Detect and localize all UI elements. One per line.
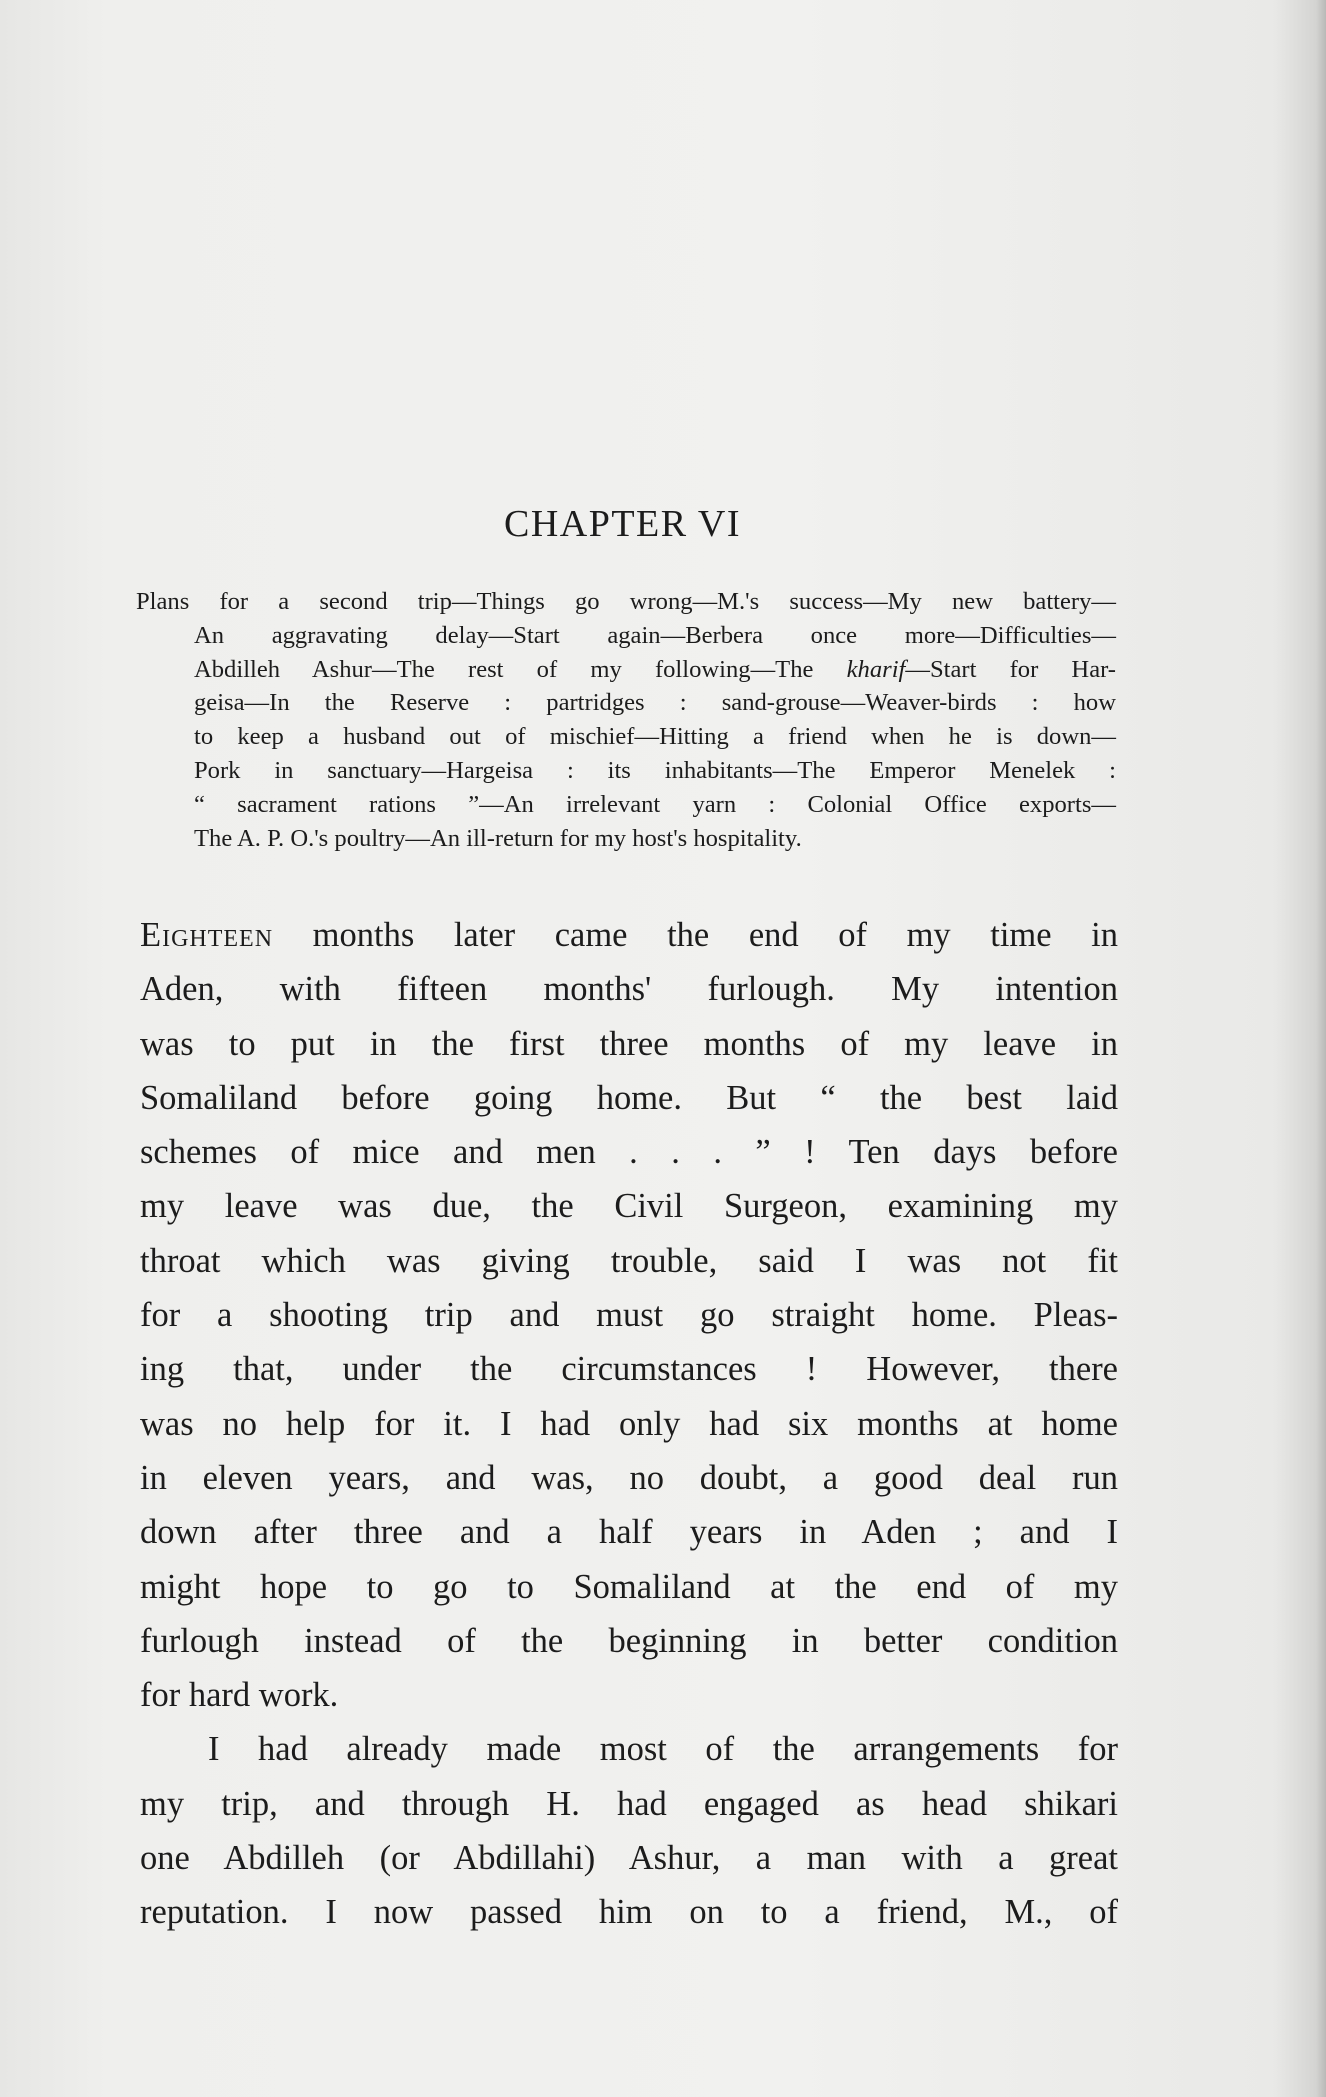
body-line: furlough instead of the beginning in better condition (140, 1621, 1118, 1660)
body-line: for a shooting trip and must go straight home. Pleas- (140, 1296, 1118, 1335)
body-line: reputation. I now passed him on to a friend, M., of (140, 1893, 1118, 1932)
summary-italic-term: kharif (846, 655, 906, 683)
summary-line: geisa—In the Reserve : partridges : sand-grouse—Weaver-birds : how (194, 689, 1116, 717)
opening-word: Eighteen (140, 916, 274, 954)
page-edge-shadow (1316, 0, 1326, 2097)
body-line: was to put in the first three months of my leave in (140, 1024, 1118, 1063)
body-line (140, 908, 1118, 962)
body-line: was no help for it. I had only had six months at home (140, 1404, 1118, 1443)
body-line: one Abdilleh (or Abdillahi) Ashur, a man with a great (140, 1839, 1118, 1878)
body-line: ing that, under the circumstances ! However, there (140, 1350, 1118, 1389)
body-line: throat which was giving trouble, said I was not fit (140, 1241, 1118, 1280)
body-text (140, 908, 1118, 1940)
summary-text: —Start for Har- (905, 655, 1116, 683)
body-line: down after three and a half years in Aden ; and I (140, 1513, 1118, 1552)
body-line: in eleven years, and was, no doubt, a good deal run (140, 1458, 1118, 1497)
body-line-text: months later came the end of my time in (273, 916, 1118, 954)
summary-line: Pork in sanctuary—Hargeisa : its inhabitants—The Emperor Menelek : (194, 756, 1116, 784)
body-line: Somaliland before going home. But “ the best laid (140, 1078, 1118, 1117)
body-line: my trip, and through H. had engaged as head shikari (140, 1784, 1118, 1823)
body-line: for hard work. (140, 1676, 339, 1715)
body-line: I had already made most of the arrangements for (208, 1730, 1118, 1769)
body-line: schemes of mice and men . . . ” ! Ten days before (140, 1133, 1118, 1172)
summary-line: to keep a husband out of mischief—Hitting a friend when he is down— (194, 723, 1116, 751)
summary-line: Plans for a second trip—Things go wrong—M.'s success—My new battery— (136, 588, 1116, 615)
summary-text: Abdilleh Ashur—The rest of my following—The (194, 655, 814, 683)
chapter-summary (136, 585, 1116, 855)
body-line: my leave was due, the Civil Surgeon, examining my (140, 1187, 1118, 1226)
summary-line: “ sacrament rations ”—An irrelevant yarn : Colonial Office exports— (194, 790, 1116, 818)
summary-line: An aggravating delay—Start again—Berbera once more—Difficulties— (194, 621, 1116, 649)
summary-line (194, 653, 1116, 687)
body-line: Aden, with fifteen months' furlough. My intention (140, 970, 1118, 1009)
body-line: might hope to go to Somaliland at the end of my (140, 1567, 1118, 1606)
summary-line: The A. P. O.'s poultry—An ill-return for my host's hospitality. (194, 824, 802, 852)
chapter-title: CHAPTER VI (503, 503, 742, 545)
